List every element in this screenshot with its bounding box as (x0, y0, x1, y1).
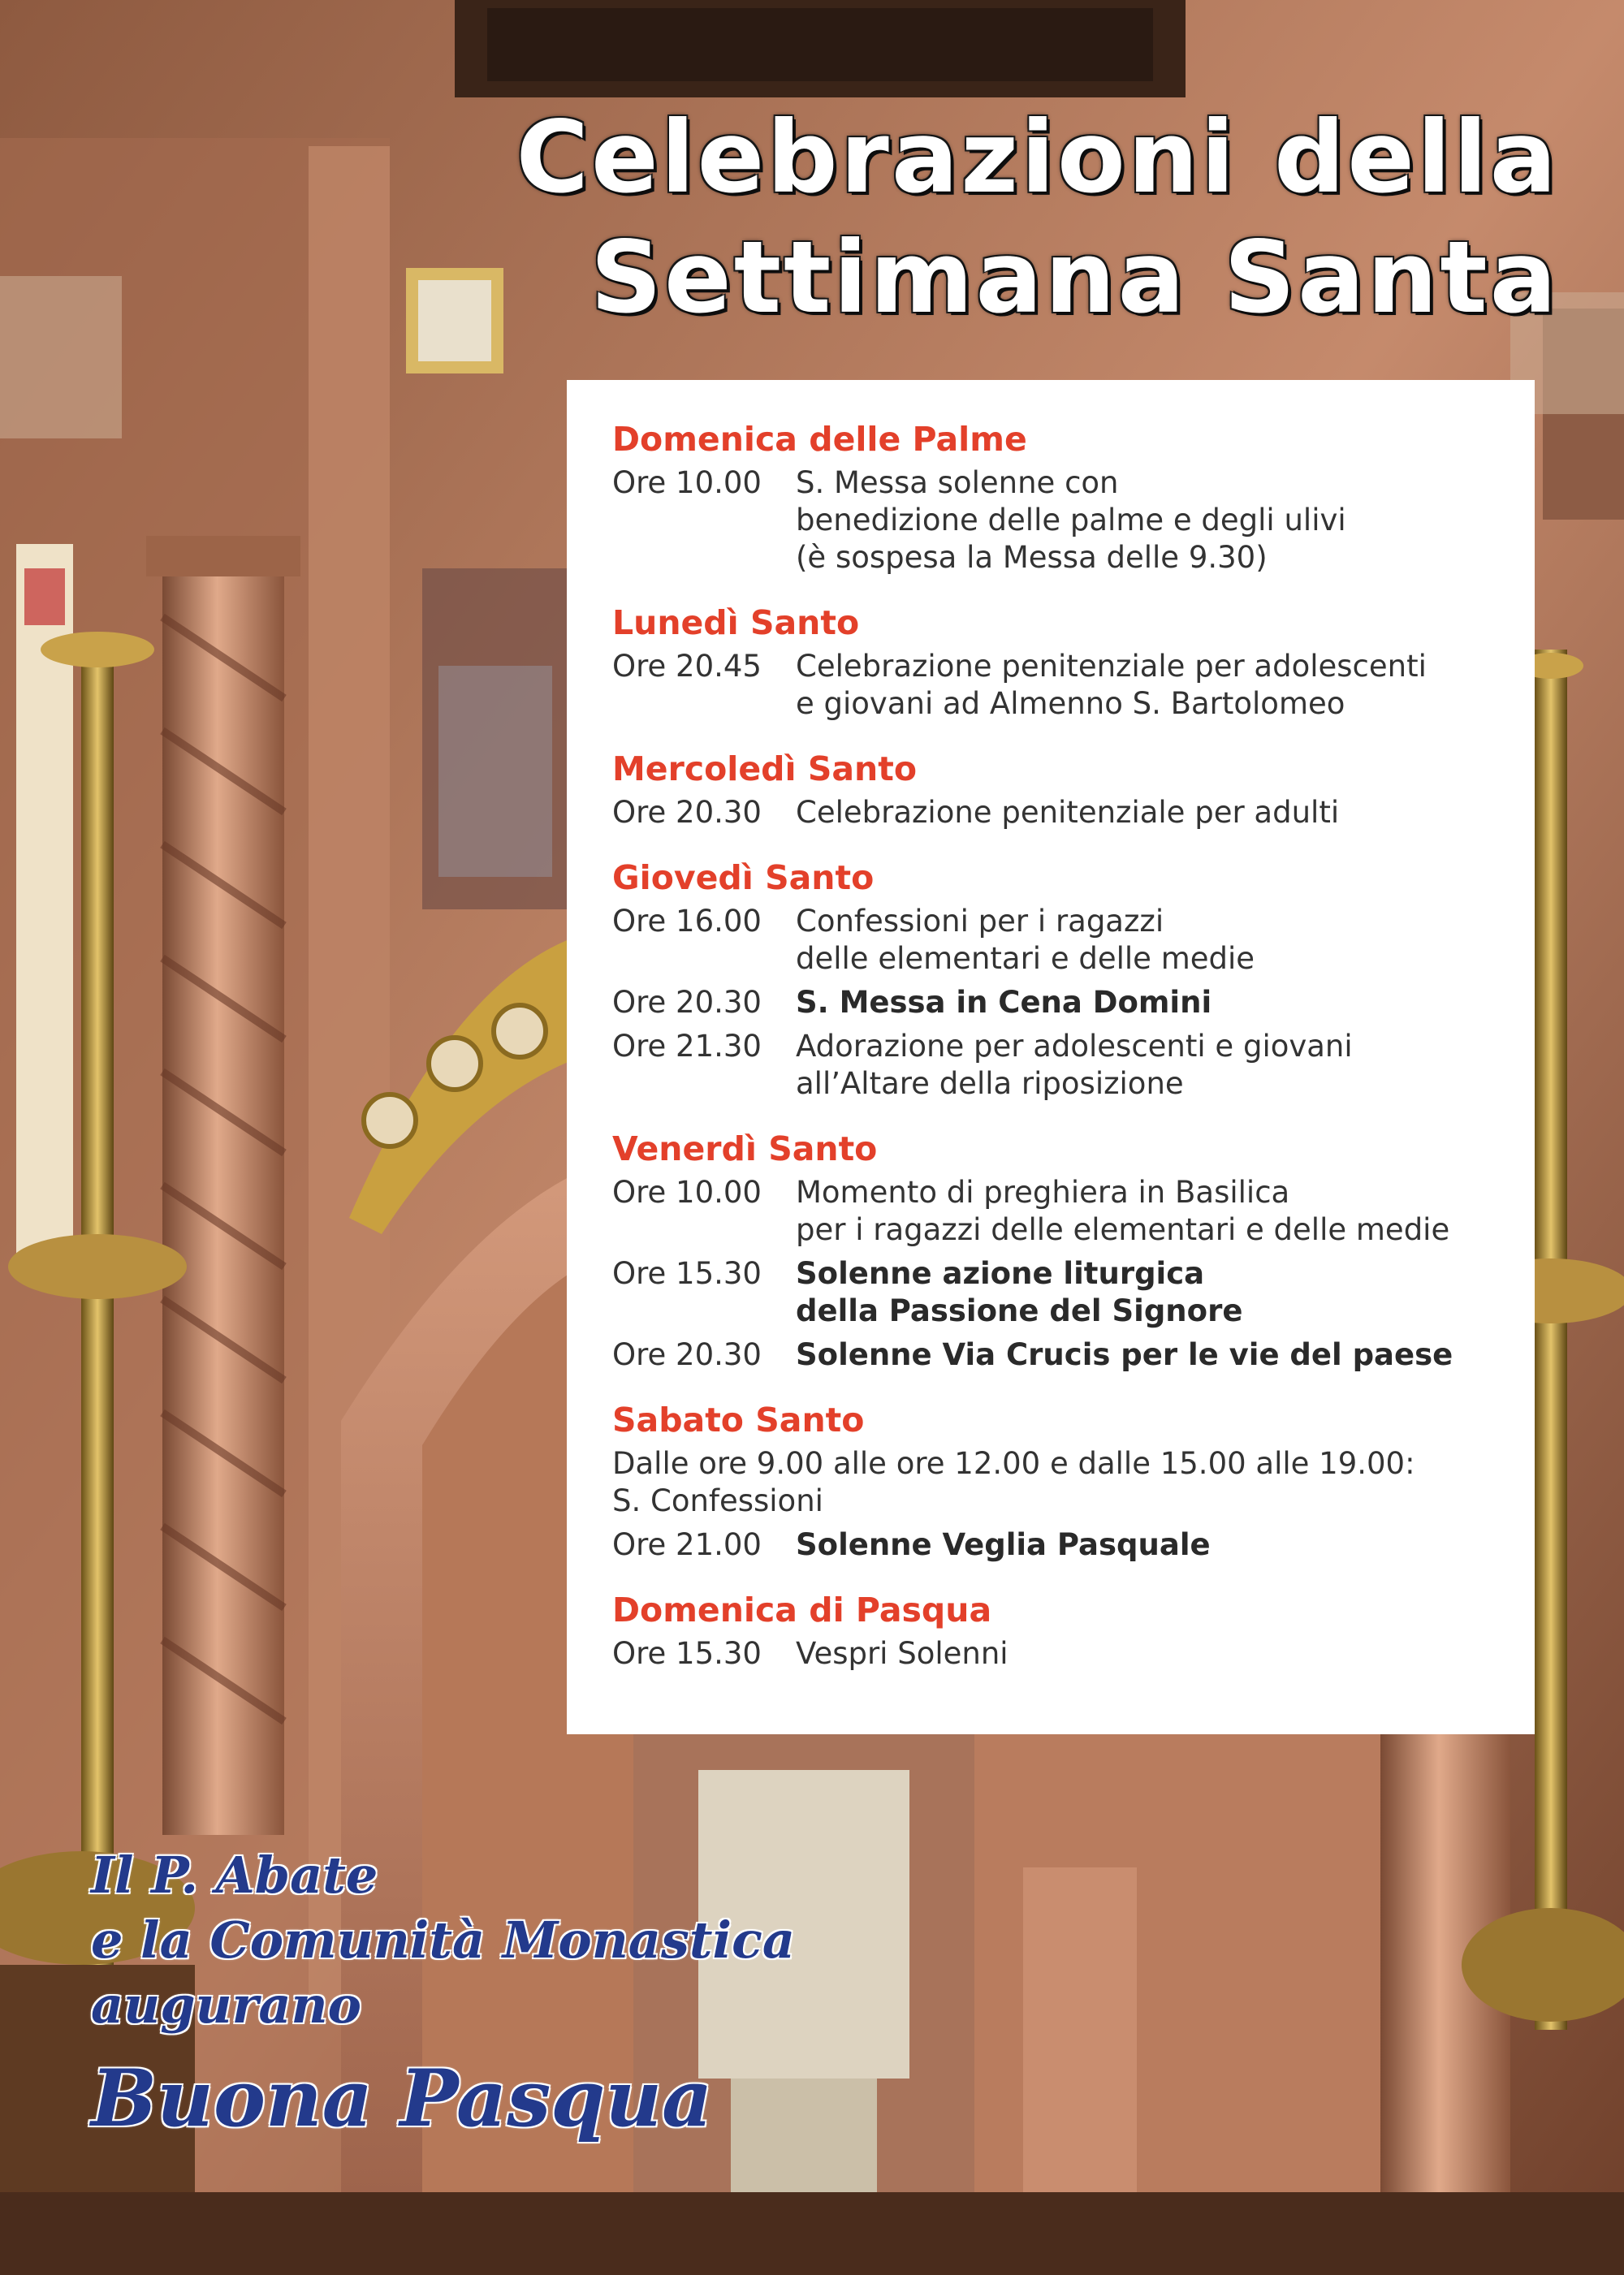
description-line: all’Altare della riposizione (796, 1066, 1184, 1101)
description-line: Vespri Solenni (796, 1636, 1009, 1671)
note-line: Dalle ore 9.00 alle ore 12.00 e dalle 15.00 alle 19.00: (612, 1446, 1415, 1481)
description-line: Solenne Via Crucis per le vie del paese (796, 1337, 1453, 1372)
day-heading: Domenica delle Palme (612, 420, 1027, 459)
day-heading: Sabato Santo (612, 1401, 865, 1440)
description-line: Solenne Veglia Pasquale (796, 1527, 1211, 1562)
entry-description (796, 648, 1502, 723)
description-line: Momento di preghiera in Basilica (796, 1175, 1290, 1210)
entry-time: Ore 20.30 (612, 985, 762, 1020)
description-line: S. Messa in Cena Domini (796, 985, 1212, 1020)
entry-time: Ore 10.00 (612, 465, 762, 500)
entry-time: Ore 16.00 (612, 904, 762, 939)
description-line: e giovani ad Almenno S. Bartolomeo (796, 686, 1345, 721)
entry-description (796, 464, 1502, 576)
description-line: delle elementari e delle medie (796, 941, 1255, 976)
description-line: Celebrazione penitenziale per adolescenti (796, 649, 1427, 684)
title-line-1: Celebrazioni della (516, 100, 1559, 215)
description-line: Confessioni per i ragazzi (796, 904, 1164, 939)
description-line: (è sospesa la Messa delle 9.30) (796, 540, 1268, 575)
entry-time: Ore 20.45 (612, 649, 762, 684)
entry-description (796, 1255, 1502, 1330)
schedule-entry (612, 794, 1502, 831)
schedule-day (612, 417, 1502, 576)
schedule-day (612, 1127, 1502, 1374)
schedule-entry (612, 1526, 1502, 1564)
schedule-entry (612, 464, 1502, 576)
schedule-day (612, 1588, 1502, 1673)
entry-time: Ore 20.30 (612, 1337, 762, 1372)
schedule-entry (612, 1635, 1502, 1673)
entry-description (796, 984, 1502, 1021)
schedule-panel (567, 380, 1535, 1734)
schedule-day (612, 1398, 1502, 1564)
page-title (390, 97, 1559, 338)
schedule-entry (612, 984, 1502, 1021)
day-heading: Venerdì Santo (612, 1129, 878, 1168)
entry-description (796, 794, 1502, 831)
schedule-day (612, 601, 1502, 723)
greeting-block (91, 1843, 903, 2150)
greeting-line-4: Buona Pasqua (91, 2053, 713, 2144)
entry-time: Ore 20.30 (612, 795, 762, 830)
description-line: benedizione delle palme e degli ulivi (796, 503, 1346, 537)
greeting-line-3: augurano (91, 1975, 361, 2035)
entry-time: Ore 21.00 (612, 1527, 762, 1562)
day-heading: Lunedì Santo (612, 603, 860, 642)
day-heading: Mercoledì Santo (612, 749, 917, 788)
entry-description (796, 1635, 1502, 1673)
schedule-day (612, 856, 1502, 1103)
day-heading: Giovedì Santo (612, 858, 875, 897)
schedule-entry (612, 1255, 1502, 1330)
greeting-line-1: Il P. Abate (91, 1845, 378, 1905)
note-line: S. Confessioni (612, 1483, 823, 1518)
description-line: Adorazione per adolescenti e giovani (796, 1029, 1353, 1064)
entry-time: Ore 15.30 (612, 1256, 762, 1291)
entry-description (796, 1028, 1502, 1103)
entry-time: Ore 15.30 (612, 1636, 762, 1671)
schedule-entry (612, 903, 1502, 978)
schedule-entry (612, 648, 1502, 723)
entry-description (796, 1336, 1502, 1374)
schedule-entry (612, 1028, 1502, 1103)
schedule-day (612, 747, 1502, 831)
schedule-entry (612, 1174, 1502, 1249)
entry-time: Ore 21.30 (612, 1029, 762, 1064)
entry-time: Ore 10.00 (612, 1175, 762, 1210)
day-heading: Domenica di Pasqua (612, 1591, 992, 1630)
entry-description (796, 1174, 1502, 1249)
description-line: Celebrazione penitenziale per adulti (796, 795, 1340, 830)
entry-description (796, 903, 1502, 978)
description-line: per i ragazzi delle elementari e delle medie (796, 1212, 1450, 1247)
title-line-2: Settimana Santa (590, 220, 1559, 335)
description-line: della Passione del Signore (796, 1293, 1243, 1328)
entry-description (796, 1526, 1502, 1564)
description-line: S. Messa solenne con (796, 465, 1119, 500)
greeting-line-2: e la Comunità Monastica (91, 1910, 796, 1970)
schedule-entry (612, 1336, 1502, 1374)
day-note (612, 1445, 1502, 1520)
description-line: Solenne azione liturgica (796, 1256, 1205, 1291)
